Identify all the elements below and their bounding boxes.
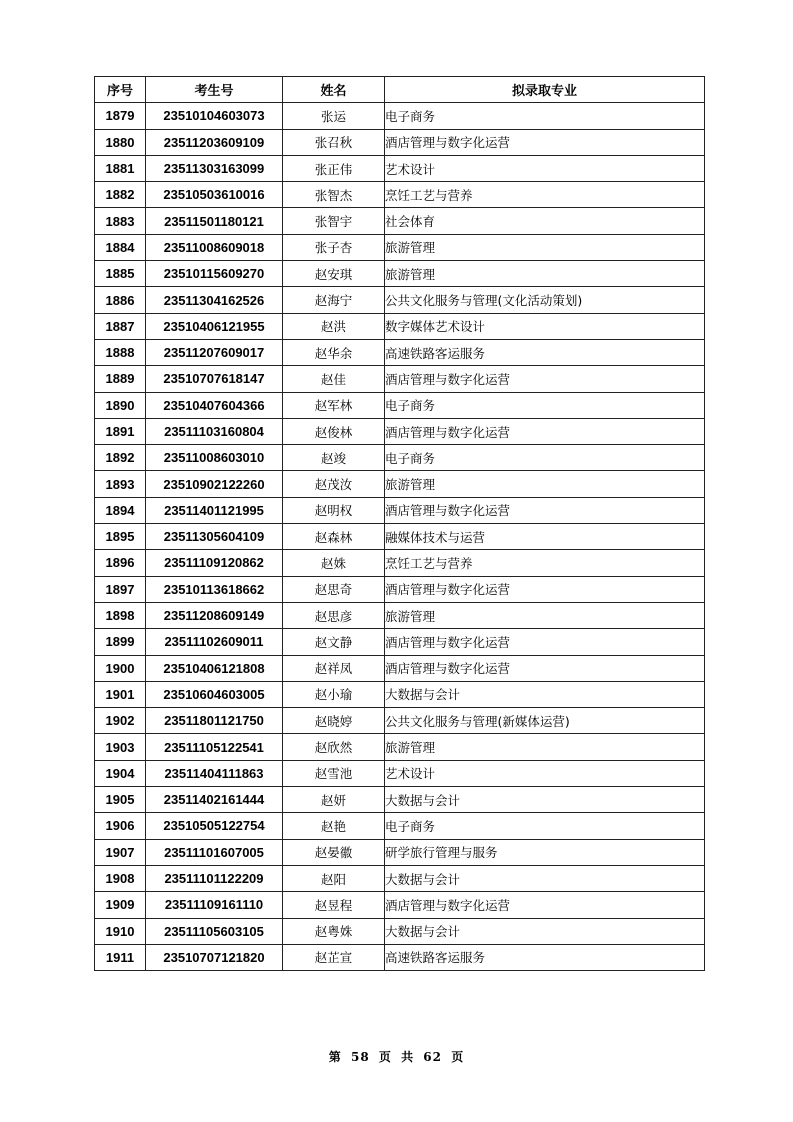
cell-major: 电子商务 bbox=[385, 392, 705, 418]
cell-no: 1893 bbox=[95, 471, 146, 497]
cell-name: 赵明权 bbox=[283, 497, 385, 523]
cell-major: 数字媒体艺术设计 bbox=[385, 313, 705, 339]
cell-major: 酒店管理与数字化运营 bbox=[385, 366, 705, 392]
table-row bbox=[95, 944, 705, 970]
cell-major: 艺术设计 bbox=[385, 760, 705, 786]
cell-name: 张召秋 bbox=[283, 129, 385, 155]
cell-major: 旅游管理 bbox=[385, 734, 705, 760]
cell-exam-id: 23510407604366 bbox=[146, 392, 283, 418]
table-row bbox=[95, 760, 705, 786]
cell-no: 1888 bbox=[95, 339, 146, 365]
table-row bbox=[95, 261, 705, 287]
cell-no: 1882 bbox=[95, 182, 146, 208]
cell-exam-id: 23511105603105 bbox=[146, 918, 283, 944]
cell-exam-id: 23511801121750 bbox=[146, 708, 283, 734]
cell-major: 大数据与会计 bbox=[385, 865, 705, 891]
cell-exam-id: 23511208609149 bbox=[146, 602, 283, 628]
table-row bbox=[95, 524, 705, 550]
cell-name: 赵芷宣 bbox=[283, 944, 385, 970]
cell-name: 赵安琪 bbox=[283, 261, 385, 287]
cell-name: 赵文静 bbox=[283, 629, 385, 655]
table-row bbox=[95, 681, 705, 707]
cell-no: 1885 bbox=[95, 261, 146, 287]
cell-no: 1900 bbox=[95, 655, 146, 681]
cell-name: 赵祥凤 bbox=[283, 655, 385, 681]
cell-major: 酒店管理与数字化运营 bbox=[385, 497, 705, 523]
table-row bbox=[95, 339, 705, 365]
cell-major: 酒店管理与数字化运营 bbox=[385, 418, 705, 444]
cell-major: 大数据与会计 bbox=[385, 787, 705, 813]
cell-major: 高速铁路客运服务 bbox=[385, 944, 705, 970]
cell-no: 1907 bbox=[95, 839, 146, 865]
cell-no: 1903 bbox=[95, 734, 146, 760]
admission-table bbox=[94, 76, 705, 971]
table-row bbox=[95, 839, 705, 865]
cell-major: 酒店管理与数字化运营 bbox=[385, 629, 705, 655]
cell-exam-id: 23510707618147 bbox=[146, 366, 283, 392]
footer-prefix: 第 bbox=[328, 1050, 342, 1064]
cell-exam-id: 23511008609018 bbox=[146, 234, 283, 260]
cell-name: 赵妍 bbox=[283, 787, 385, 813]
table-row bbox=[95, 918, 705, 944]
cell-major: 公共文化服务与管理(文化活动策划) bbox=[385, 287, 705, 313]
cell-exam-id: 23510707121820 bbox=[146, 944, 283, 970]
cell-exam-id: 23511105122541 bbox=[146, 734, 283, 760]
cell-no: 1897 bbox=[95, 576, 146, 602]
cell-no: 1901 bbox=[95, 681, 146, 707]
cell-exam-id: 23511103160804 bbox=[146, 418, 283, 444]
cell-no: 1884 bbox=[95, 234, 146, 260]
table-header-row bbox=[95, 77, 705, 103]
cell-name: 赵阳 bbox=[283, 865, 385, 891]
table-row bbox=[95, 129, 705, 155]
cell-name: 赵俊林 bbox=[283, 418, 385, 444]
cell-name: 赵竣 bbox=[283, 445, 385, 471]
cell-exam-id: 23511008603010 bbox=[146, 445, 283, 471]
table-row bbox=[95, 287, 705, 313]
cell-name: 赵昱程 bbox=[283, 892, 385, 918]
table-row bbox=[95, 550, 705, 576]
cell-exam-id: 23511402161444 bbox=[146, 787, 283, 813]
table-row bbox=[95, 629, 705, 655]
table-row bbox=[95, 892, 705, 918]
cell-major: 旅游管理 bbox=[385, 471, 705, 497]
table-row bbox=[95, 155, 705, 181]
table-row bbox=[95, 865, 705, 891]
cell-exam-id: 23511401121995 bbox=[146, 497, 283, 523]
cell-no: 1895 bbox=[95, 524, 146, 550]
table-row bbox=[95, 471, 705, 497]
cell-major: 电子商务 bbox=[385, 445, 705, 471]
cell-exam-id: 23510406121808 bbox=[146, 655, 283, 681]
header-major: 拟录取专业 bbox=[385, 77, 705, 103]
footer-page-number: 58 bbox=[351, 1050, 370, 1064]
cell-exam-id: 23510406121955 bbox=[146, 313, 283, 339]
cell-major: 酒店管理与数字化运营 bbox=[385, 576, 705, 602]
table-row bbox=[95, 234, 705, 260]
cell-major: 酒店管理与数字化运营 bbox=[385, 892, 705, 918]
cell-name: 赵雪池 bbox=[283, 760, 385, 786]
cell-major: 电子商务 bbox=[385, 103, 705, 129]
cell-no: 1881 bbox=[95, 155, 146, 181]
table-row bbox=[95, 602, 705, 628]
cell-no: 1909 bbox=[95, 892, 146, 918]
footer-suffix: 页 bbox=[451, 1050, 465, 1064]
cell-name: 赵华余 bbox=[283, 339, 385, 365]
table-row bbox=[95, 182, 705, 208]
cell-exam-id: 23510113618662 bbox=[146, 576, 283, 602]
table-row bbox=[95, 418, 705, 444]
cell-exam-id: 23511501180121 bbox=[146, 208, 283, 234]
cell-no: 1894 bbox=[95, 497, 146, 523]
table-row bbox=[95, 392, 705, 418]
cell-no: 1908 bbox=[95, 865, 146, 891]
header-exam-id: 考生号 bbox=[146, 77, 283, 103]
footer-middle2: 共 bbox=[401, 1050, 415, 1064]
cell-name: 赵森林 bbox=[283, 524, 385, 550]
cell-major: 大数据与会计 bbox=[385, 681, 705, 707]
cell-no: 1899 bbox=[95, 629, 146, 655]
table-row bbox=[95, 734, 705, 760]
cell-no: 1905 bbox=[95, 787, 146, 813]
cell-major: 旅游管理 bbox=[385, 234, 705, 260]
cell-exam-id: 23510604603005 bbox=[146, 681, 283, 707]
cell-name: 赵洪 bbox=[283, 313, 385, 339]
cell-exam-id: 23511102609011 bbox=[146, 629, 283, 655]
cell-exam-id: 23510115609270 bbox=[146, 261, 283, 287]
cell-no: 1898 bbox=[95, 602, 146, 628]
page-footer bbox=[0, 1048, 793, 1065]
cell-no: 1887 bbox=[95, 313, 146, 339]
cell-exam-id: 23511101607005 bbox=[146, 839, 283, 865]
cell-major: 研学旅行管理与服务 bbox=[385, 839, 705, 865]
cell-no: 1910 bbox=[95, 918, 146, 944]
cell-exam-id: 23511109120862 bbox=[146, 550, 283, 576]
cell-major: 酒店管理与数字化运营 bbox=[385, 655, 705, 681]
cell-name: 赵思奇 bbox=[283, 576, 385, 602]
cell-name: 赵晓婷 bbox=[283, 708, 385, 734]
cell-name: 张智宇 bbox=[283, 208, 385, 234]
cell-name: 赵佳 bbox=[283, 366, 385, 392]
cell-name: 赵粤姝 bbox=[283, 918, 385, 944]
cell-exam-id: 23510503610016 bbox=[146, 182, 283, 208]
cell-major: 融媒体技术与运营 bbox=[385, 524, 705, 550]
cell-major: 烹饪工艺与营养 bbox=[385, 182, 705, 208]
cell-name: 张正伟 bbox=[283, 155, 385, 181]
table-row bbox=[95, 445, 705, 471]
cell-major: 酒店管理与数字化运营 bbox=[385, 129, 705, 155]
table-row bbox=[95, 655, 705, 681]
footer-total-pages: 62 bbox=[423, 1050, 442, 1064]
cell-name: 赵晏徽 bbox=[283, 839, 385, 865]
table-row bbox=[95, 708, 705, 734]
cell-exam-id: 23511305604109 bbox=[146, 524, 283, 550]
cell-no: 1906 bbox=[95, 813, 146, 839]
cell-name: 赵茂汝 bbox=[283, 471, 385, 497]
header-name: 姓名 bbox=[283, 77, 385, 103]
table-row bbox=[95, 103, 705, 129]
cell-no: 1883 bbox=[95, 208, 146, 234]
cell-name: 张运 bbox=[283, 103, 385, 129]
cell-no: 1892 bbox=[95, 445, 146, 471]
cell-exam-id: 23511404111863 bbox=[146, 760, 283, 786]
table-row bbox=[95, 313, 705, 339]
table-row bbox=[95, 787, 705, 813]
cell-name: 赵小瑜 bbox=[283, 681, 385, 707]
cell-no: 1891 bbox=[95, 418, 146, 444]
cell-name: 赵军林 bbox=[283, 392, 385, 418]
cell-major: 大数据与会计 bbox=[385, 918, 705, 944]
cell-no: 1886 bbox=[95, 287, 146, 313]
cell-no: 1889 bbox=[95, 366, 146, 392]
cell-exam-id: 23510505122754 bbox=[146, 813, 283, 839]
cell-no: 1896 bbox=[95, 550, 146, 576]
cell-exam-id: 23511203609109 bbox=[146, 129, 283, 155]
cell-name: 赵姝 bbox=[283, 550, 385, 576]
cell-exam-id: 23511207609017 bbox=[146, 339, 283, 365]
header-no: 序号 bbox=[95, 77, 146, 103]
cell-no: 1890 bbox=[95, 392, 146, 418]
cell-major: 旅游管理 bbox=[385, 602, 705, 628]
table-row bbox=[95, 208, 705, 234]
cell-name: 张智杰 bbox=[283, 182, 385, 208]
cell-name: 赵海宁 bbox=[283, 287, 385, 313]
cell-exam-id: 23511303163099 bbox=[146, 155, 283, 181]
cell-major: 旅游管理 bbox=[385, 261, 705, 287]
cell-major: 艺术设计 bbox=[385, 155, 705, 181]
cell-major: 公共文化服务与管理(新媒体运营) bbox=[385, 708, 705, 734]
cell-major: 烹饪工艺与营养 bbox=[385, 550, 705, 576]
table-row bbox=[95, 366, 705, 392]
table-body bbox=[95, 103, 705, 971]
cell-name: 张子杏 bbox=[283, 234, 385, 260]
cell-name: 赵欣然 bbox=[283, 734, 385, 760]
cell-exam-id: 23511109161110 bbox=[146, 892, 283, 918]
cell-major: 社会体育 bbox=[385, 208, 705, 234]
cell-no: 1879 bbox=[95, 103, 146, 129]
cell-name: 赵艳 bbox=[283, 813, 385, 839]
cell-exam-id: 23511304162526 bbox=[146, 287, 283, 313]
table-row bbox=[95, 813, 705, 839]
cell-no: 1880 bbox=[95, 129, 146, 155]
cell-major: 高速铁路客运服务 bbox=[385, 339, 705, 365]
table-row bbox=[95, 497, 705, 523]
cell-no: 1911 bbox=[95, 944, 146, 970]
cell-major: 电子商务 bbox=[385, 813, 705, 839]
cell-no: 1904 bbox=[95, 760, 146, 786]
cell-name: 赵思彦 bbox=[283, 602, 385, 628]
cell-no: 1902 bbox=[95, 708, 146, 734]
footer-middle1: 页 bbox=[378, 1050, 392, 1064]
cell-exam-id: 23510104603073 bbox=[146, 103, 283, 129]
table-row bbox=[95, 576, 705, 602]
cell-exam-id: 23510902122260 bbox=[146, 471, 283, 497]
cell-exam-id: 23511101122209 bbox=[146, 865, 283, 891]
